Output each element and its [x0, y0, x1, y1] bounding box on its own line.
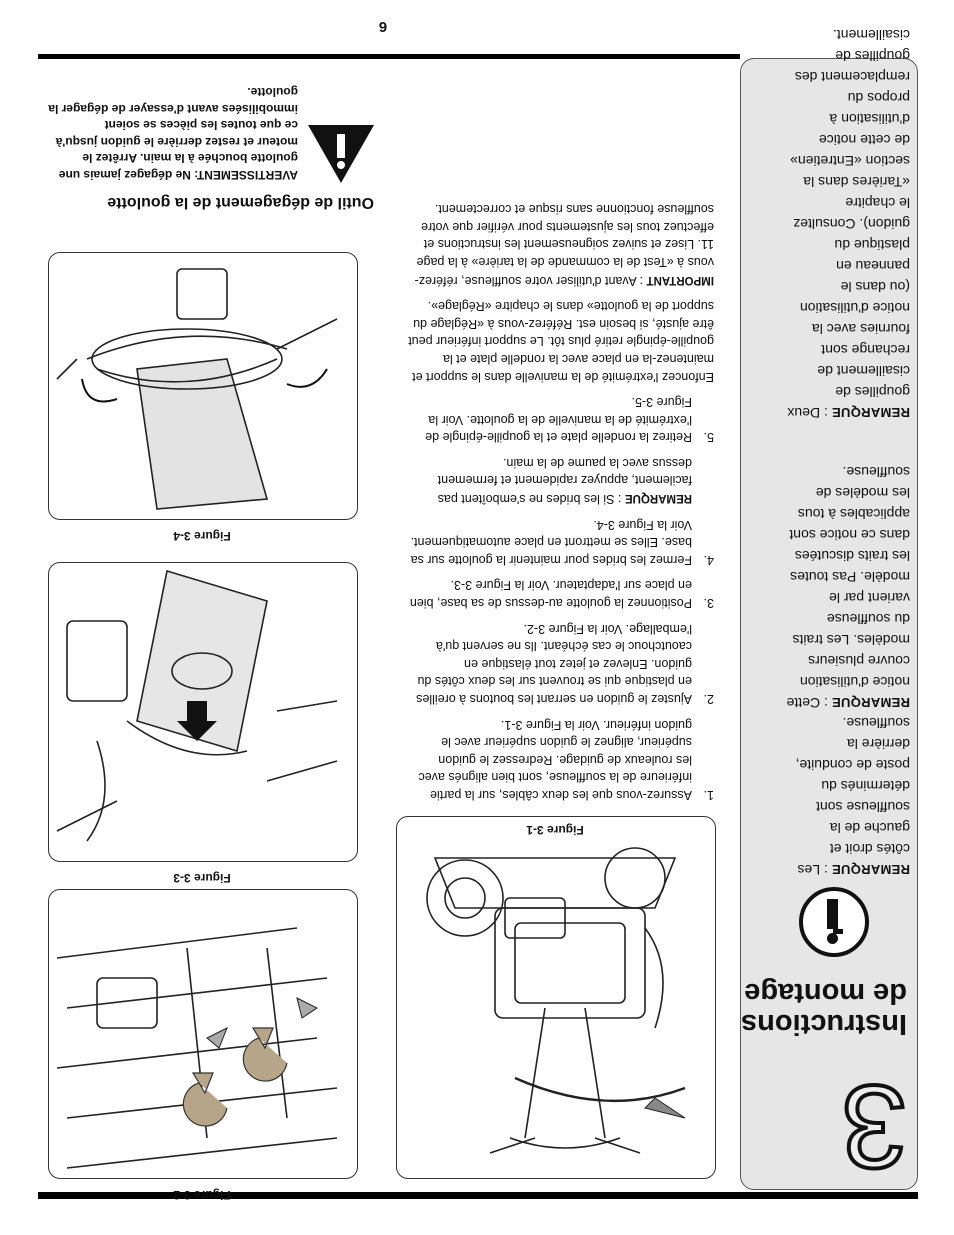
- chute-flanges-illustration: [47, 251, 357, 519]
- figure-3-3: [48, 562, 358, 885]
- figure-3-2: [48, 889, 358, 1202]
- note-text: : Cette notice d'utilisation couvre plusieurs modèles. Les traits du souffleuse varient par le modèle. Pas toutes les traits discutées dans ce notice sont applicables à tous les modèles de souffleuse.: [786, 464, 910, 711]
- important-label: IMPORTANT: [646, 273, 714, 286]
- step-text: Retirez la rondelle plate et la goupille-épingle de l'extrémité de la manivelle de la goulotte. Voir la Figure 3-5.: [425, 395, 692, 445]
- bottom-rule: [38, 54, 740, 59]
- note-label: REMARQUE: [831, 405, 910, 420]
- handle-knob-illustration: [47, 888, 357, 1178]
- figure-caption: Figure 3-3: [173, 871, 231, 885]
- note-text: : Si les brides ne s'emboîtent pas facilement, appuyez rapidement et fermement dessus avec la paume de la main.: [437, 455, 692, 507]
- sidebar-note-models: [784, 461, 910, 713]
- step-text: Assurez-vous que les deux câbles, sur la partie inférieure de la souffleuse, sont bien alignés avec les rouleaux de guidage. Redressez le guidon supérieur, alignez le guidon supérieur avec le guidon inférieur. Voir la Figure 3-1.: [418, 717, 692, 802]
- figure-3-4: [48, 252, 358, 543]
- step-3: [402, 576, 714, 611]
- note-label: REMARQUE: [831, 695, 910, 710]
- step-1: [402, 715, 714, 803]
- figure-3-1: [396, 816, 716, 1179]
- step-number: 2.: [703, 692, 714, 707]
- note-flanges: [402, 453, 692, 507]
- assembly-steps: [402, 192, 714, 803]
- step-2: [402, 619, 714, 707]
- step-text: Positionnez la goulotte au-dessus de sa base, bien en place sur l'adaptateur. Voir la Figure 3-3.: [409, 578, 692, 611]
- figure-caption: Figure 3-4: [173, 529, 231, 543]
- warning-text: AVERTISSEMENT: Ne dégagez jamais une goulotte bouchée à la main. Arrêtez le moteur et restez derrière le guidon jusqu'à ce que toutes les pièces se soient immobilisées avant d'essayer de dégager la goulotte.: [48, 85, 298, 182]
- note-text: : Deux goupilles de cisaillement de rechange sont fournies avec la notice d'utilisation (ou dans le panneau en plastique du guidon). Consultez le chapitre «Tarières dans la section «Entretien» de cette notice d'utilisation à propos du remplacement des goupilles de cisaillement.: [787, 27, 910, 421]
- crank-paragraph: Enfoncez l'extrémité de la manivelle dans le support et maintenez-la en place avec la rondelle plate et la goupille-épingle retiré plus tôt. Le support inférieur peut être ajusté, si besoin est. Référez-vous à «Réglage du support de la goulotte» dans le chapitre «Réglage».: [408, 299, 714, 384]
- step-number: 1.: [703, 788, 714, 802]
- note-label: REMARQUE: [624, 492, 692, 505]
- important-note: [402, 200, 714, 289]
- snowblower-handle-illustration: [395, 815, 715, 1178]
- step-5: [402, 393, 714, 446]
- important-text: : Avant d'utiliser votre souffleuse, référez-vous à «Test de la commande de la tarière» à la page 11. Lisez et suivez soigneusement les instructions et effectuez tous les ajustements pour vérifier que votre souffleuse fonctionne sans risque et correctement.: [414, 202, 714, 288]
- figure-caption: Figure 3-1: [526, 823, 584, 837]
- step-text: Fermez les brides pour maintenir la goulotte sur sa base. Elles se mettront en place automatiquement. Voir la Figure 3-4.: [410, 517, 692, 567]
- page-number: 6: [378, 18, 388, 35]
- figure-caption: Figure 3-2: [173, 1188, 231, 1202]
- note-label: REMARQUE: [831, 862, 910, 877]
- note-text: : Les côtés droit et gauche de la souffleuse sont déterminés du poste de conduite, derrière la souffleuse.: [795, 715, 910, 878]
- sidebar-note-sides: [784, 712, 910, 880]
- step-number: 4.: [703, 552, 714, 567]
- chapter-number: 3: [841, 1060, 907, 1192]
- step-text: Ajustez le guidon en serrant les boutons à oreilles en plastique qui se trouvent sur les deux côtés du guidon. Enlevez et jetez tout élastique en caoutchouc le cas échéant. Ils ne servent qu'à l'emballage. Voir la Figure 3-2.: [416, 621, 692, 707]
- step-4: [402, 515, 714, 568]
- step-number: 5.: [703, 430, 714, 445]
- sidebar-note-shear-pins: [784, 24, 910, 423]
- chute-positioning-illustration: [47, 561, 357, 861]
- warning-icon: [306, 123, 376, 185]
- chapter-title: Instructions de montage: [741, 977, 907, 1040]
- step-number: 3.: [703, 596, 714, 611]
- info-icon: [799, 887, 869, 957]
- section-title: Outil de dégagement de la goulotte: [107, 194, 374, 211]
